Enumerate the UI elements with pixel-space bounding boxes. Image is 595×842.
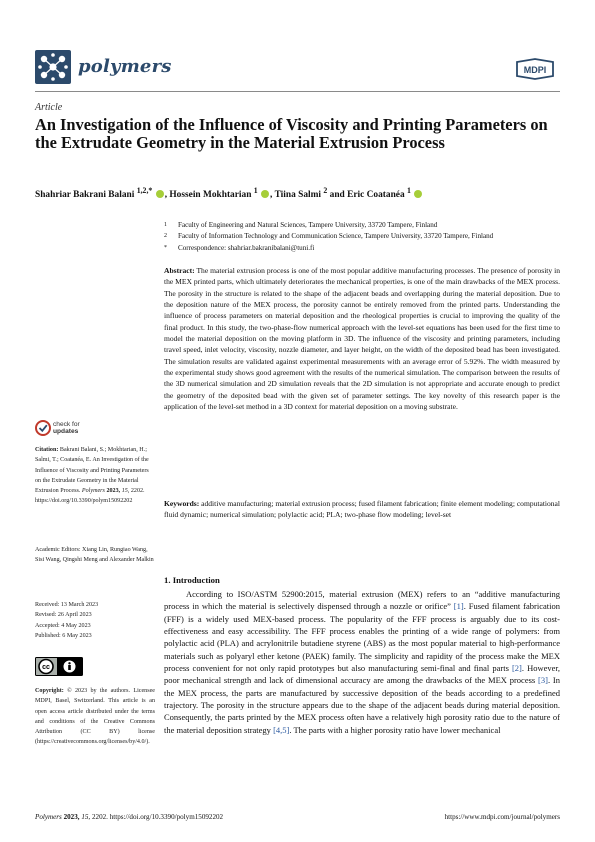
author-affiliation-mark: 1	[253, 186, 258, 195]
author-name[interactable]: Eric Coatanéa	[347, 190, 405, 201]
date-revised: Revised: 26 April 2023	[35, 612, 92, 619]
footer-year: 2023,	[63, 813, 80, 821]
mdpi-logo-text: MDPI	[523, 65, 547, 75]
article-type: Article	[35, 102, 63, 113]
citation-doi[interactable]: 2202. https://doi.org/10.3390/polym15092202	[35, 488, 145, 505]
affiliations	[164, 220, 564, 254]
check-for-updates-label[interactable]	[53, 421, 80, 435]
citation-link[interactable]: [2]	[511, 663, 522, 674]
abstract-label: Abstract:	[164, 266, 195, 275]
orcid-icon[interactable]	[261, 190, 269, 198]
date-received: Received: 13 March 2023	[35, 602, 99, 608]
author-name[interactable]: Hossein Mokhtarian	[169, 190, 252, 201]
author-affiliation-mark: 2	[323, 186, 328, 195]
header-divider	[35, 91, 560, 92]
article-title: An Investigation of the Influence of Viscosity and Printing Parameters on the Extrudate Geometry in the Material Extrusion Process	[35, 115, 548, 152]
affiliation-mark: *	[164, 244, 167, 251]
footer-journal: Polymers	[35, 813, 62, 821]
intro-text: . Fused filament fabrication (FFF) is a widely used MEX-based process. The popularity of the FFF process is arguably due to its cost-effectiveness and easy accessibility. The FFF process enables the printing of a wide range of polymers: from polylactic acid (PLA) and acrylonitrile butadiene styrene (ABS) as the most popular material to high-performance materials such as polyaryl ether ketone (PAEK) family. The simplicity and rapidity of the process make the MEX process convenient for not only rapid prototypes but also manufacturing semi-final and final parts	[164, 601, 560, 674]
cc-by-license-icon[interactable]	[35, 657, 83, 676]
keywords	[164, 498, 560, 521]
author-name[interactable]: Tiina Salmi	[274, 190, 322, 201]
introduction-paragraph	[164, 588, 560, 736]
molecule-logo-icon	[35, 50, 71, 84]
orcid-icon[interactable]	[414, 190, 422, 198]
mdpi-logo-icon	[514, 58, 556, 80]
intro-text: . The parts with a higher porosity ratio have lower mechanical	[289, 724, 501, 735]
abstract-text: The material extrusion process is one of the most popular additive manufacturing processes. The presence of porosity in the MEX printed parts, which ultimately deteriorates the mechanical properties, is one of the main drawbacks of the MEX process. The porosity in the structure is related to the shape of the adjacent beads and overlapping during the material deposition. Due to the deposition nature of the MEX process, the porosity cannot be entirely removed from the printed parts. Understanding the influence of process parameters on material deposition and the rheological properties is crucial to improving the quality of the final product. In this study, the two-phase-flow numerical approach with the level-set equations has been used for the first time to model the material deposition on the moving platform in 3D. The influence of the viscosity and printing parameters, including travel speed, inlet velocity, viscosity, nozzle diameter, and layer height, on the width of the deposited bead has been investigated. The simulation results are validated against experimental measurements with an average error of 5.92%. The width measured by the experimental study shows good agreement with the results of the numerical simulation. The comparison between the results of the 3D numerical simulation and 2D simulation reveals that the 2D simulation is not appropriate and accurate enough to predict the geometry of the deposited bead with the given set of parameter settings. The key novelty of this research paper is the application of the level-set method in a 3D context for material deposition on a moving substrate.	[164, 266, 560, 412]
citation-link[interactable]: [4,5]	[273, 724, 290, 735]
journal-name: polymers	[78, 56, 172, 77]
affiliation-text: Faculty of Engineering and Natural Sciences, Tampere University, 33720 Tampere, Finland	[178, 221, 438, 229]
footer-journal-url[interactable]: https://www.mdpi.com/journal/polymers	[444, 813, 560, 821]
correspondence-email[interactable]: Correspondence: shahriar.bakranibalani@tuni.fi	[178, 243, 315, 252]
footer-citation	[35, 813, 223, 821]
copyright-label: Copyright:	[35, 688, 64, 694]
author-separator: ,	[164, 190, 170, 201]
copyright-notice	[35, 686, 155, 748]
svg-text:cc: cc	[42, 664, 50, 671]
footer-doi[interactable]: 2202. https://doi.org/10.3390/polym15092202	[91, 813, 224, 821]
intro-text: According to ISO/ASTM 52900:2015, material extrusion (MEX) refers to an “additive manufacturing process in which the material is selectively dispensed through a nozzle or orifice”	[164, 589, 560, 612]
footer-volume: 15,	[81, 813, 91, 821]
citation-year: 2023,	[106, 488, 121, 494]
author-affiliation-mark: 1,2,*	[136, 186, 153, 195]
affiliation-row	[164, 231, 564, 242]
affiliation-row	[164, 220, 564, 231]
author-list	[35, 185, 560, 201]
correspondence-row	[164, 243, 564, 254]
citation-journal: Polymers	[81, 488, 105, 494]
date-published: Published: 6 May 2023	[35, 632, 92, 639]
keywords-text: additive manufacturing; material extrusion process; fused filament fabrication; finite element modeling; computational fluid dynamic; numerical simulation; polylactic acid; PLA; two-phase flow modeling; level-set	[164, 499, 560, 520]
author-separator: ,	[270, 190, 275, 201]
affiliation-mark: 2	[164, 233, 167, 240]
check-updates-line: check for	[53, 421, 80, 428]
author-separator: and	[329, 190, 348, 201]
publication-dates	[35, 600, 155, 641]
academic-editors: Academic Editors: Xiang Lin, Rungiao Wang, Sisi Wang, Qingshi Meng and Alexander Malkin	[35, 547, 154, 564]
section-heading-introduction: 1. Introduction	[164, 575, 220, 585]
author-name[interactable]: Shahriar Bakrani Balani	[35, 190, 135, 201]
date-accepted: Accepted: 4 May 2023	[35, 622, 91, 629]
affiliation-mark: 1	[164, 222, 167, 228]
abstract	[164, 265, 560, 412]
affiliation-text: Faculty of Information Technology and Communication Science, Tampere University, 33720 Tampere, Finland	[178, 232, 494, 241]
citation-block	[35, 445, 155, 507]
intro-text: . In the MEX process, the parts are manufactured by successive deposition of the beads according to a predefined trajectory. The porosity in the structure appears due to the shape of the adjacent beads during material deposition. Consequently, the parts printed by the MEX process often have a relatively high porosity ratio due to the nature of the material deposition strategy	[164, 675, 560, 735]
intro-text: . However, poor mechanical strength and lack of dimensional accuracy are among the drawbacks of the MEX process	[164, 663, 561, 686]
citation-label: Citation:	[35, 447, 59, 453]
citation-link[interactable]: [3]	[538, 675, 548, 686]
author-affiliation-mark: 1	[407, 186, 411, 195]
keywords-label: Keywords:	[164, 499, 200, 508]
citation-volume: 15,	[121, 488, 130, 494]
copyright-text: © 2023 by the authors. Licensee MDPI, Basel, Switzerland. This article is an open access article distributed under the terms and conditions of the Creative Commons Attribution (CC BY) license (https://creativecommons.org/licenses/by/4.0/).	[35, 688, 155, 746]
citation-link[interactable]: [1]	[453, 601, 464, 612]
orcid-icon[interactable]	[156, 190, 164, 198]
citation-text: Bakrani Balani, S.; Mokhtarian, H.; Salmi, T.; Coatanéa, E. An Investigation of the Influence of Viscosity and Printing Parameters on the Extrudate Geometry in the Material Extrusion Process.	[35, 447, 149, 494]
check-updates-line: updates	[53, 428, 79, 435]
